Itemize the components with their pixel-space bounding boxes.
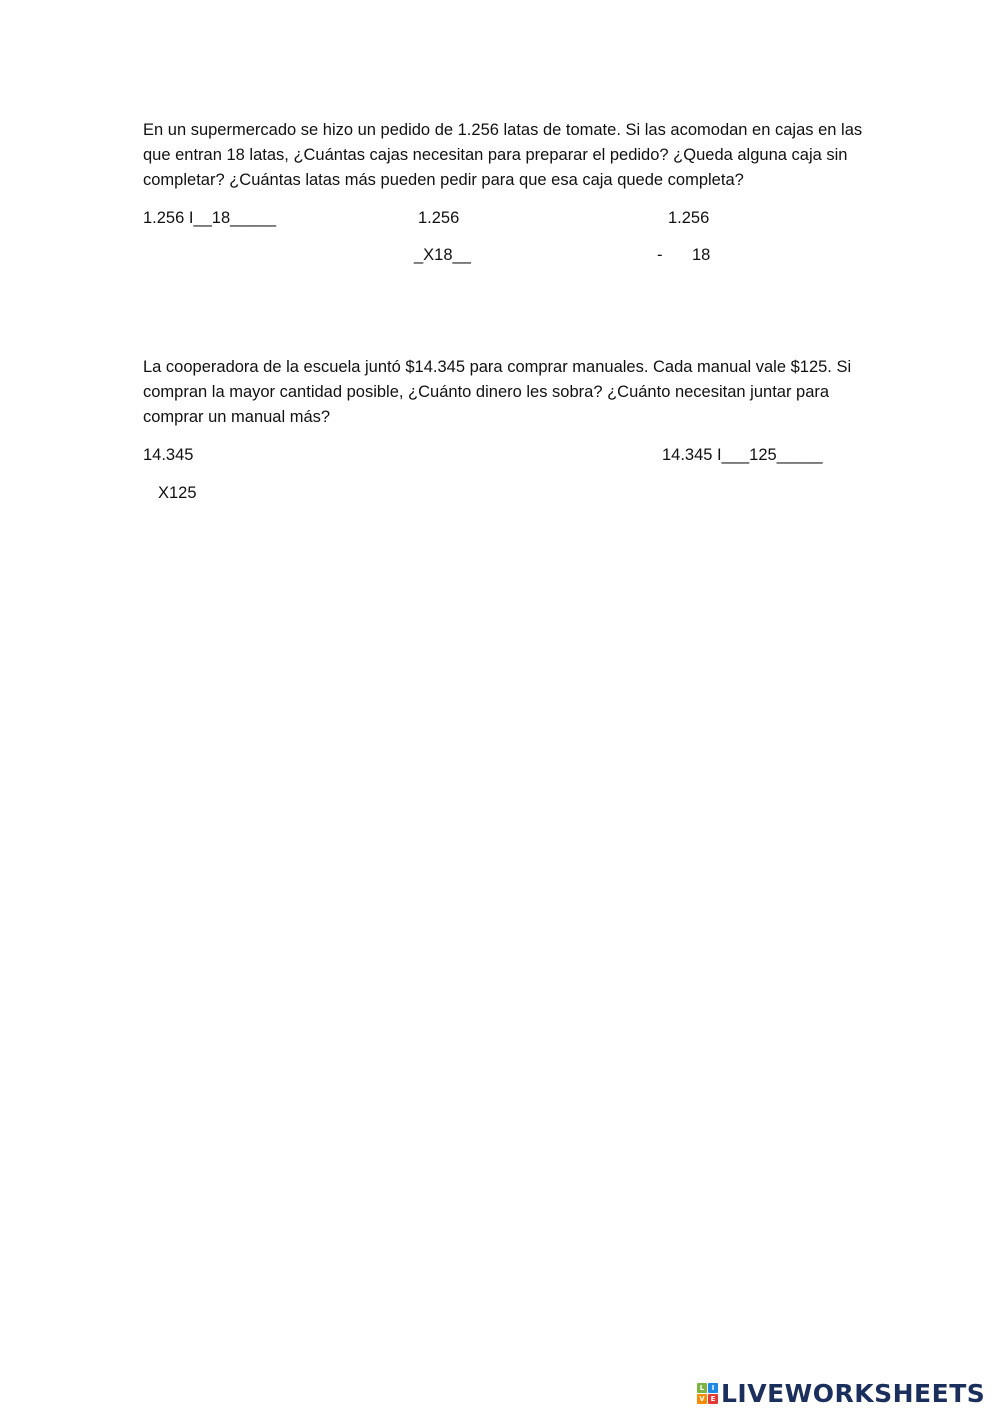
liveworksheets-logo bbox=[697, 1378, 985, 1408]
problem-1-multiplication-top: 1.256 bbox=[418, 209, 460, 227]
problem-1-division: 1.256 I__18_____ bbox=[143, 209, 277, 227]
problem-1-statement: En un supermercado se hizo un pedido de 1.256 latas de tomate. Si las acomodan en cajas en las que entran 18 latas, ¿Cuántas cajas necesitan para preparar el pedido? ¿Queda alguna caja sin completar? ¿Cuántas latas más pueden pedir para que esa caja quede completa? bbox=[143, 121, 863, 189]
problem-2-division: 14.345 I___125_____ bbox=[662, 446, 823, 464]
logo-letter-l: L bbox=[697, 1383, 707, 1393]
problem-1-subtraction-bottom: 18 bbox=[692, 246, 711, 264]
problem-2-multiplication-bottom: X125 bbox=[158, 484, 197, 502]
logo-mark-icon bbox=[697, 1383, 718, 1404]
logo-text: LIVEWORKSHEETS bbox=[721, 1378, 986, 1408]
logo-letter-i: I bbox=[708, 1383, 718, 1393]
problem-2-multiplication-top: 14.345 bbox=[143, 446, 194, 464]
logo-letter-e: E bbox=[708, 1394, 718, 1404]
problem-1-subtraction-minus: - bbox=[657, 246, 663, 264]
logo-letter-v: V bbox=[697, 1394, 707, 1404]
problem-2-statement: La cooperadora de la escuela juntó $14.345 para comprar manuales. Cada manual vale $125. Si compran la mayor cantidad posible, ¿Cuánto dinero les sobra? ¿Cuánto necesitan juntar para comprar un manual más? bbox=[143, 358, 852, 426]
problem-1-multiplication-bottom: _X18__ bbox=[414, 246, 471, 264]
problem-1-subtraction-top: 1.256 bbox=[668, 209, 710, 227]
